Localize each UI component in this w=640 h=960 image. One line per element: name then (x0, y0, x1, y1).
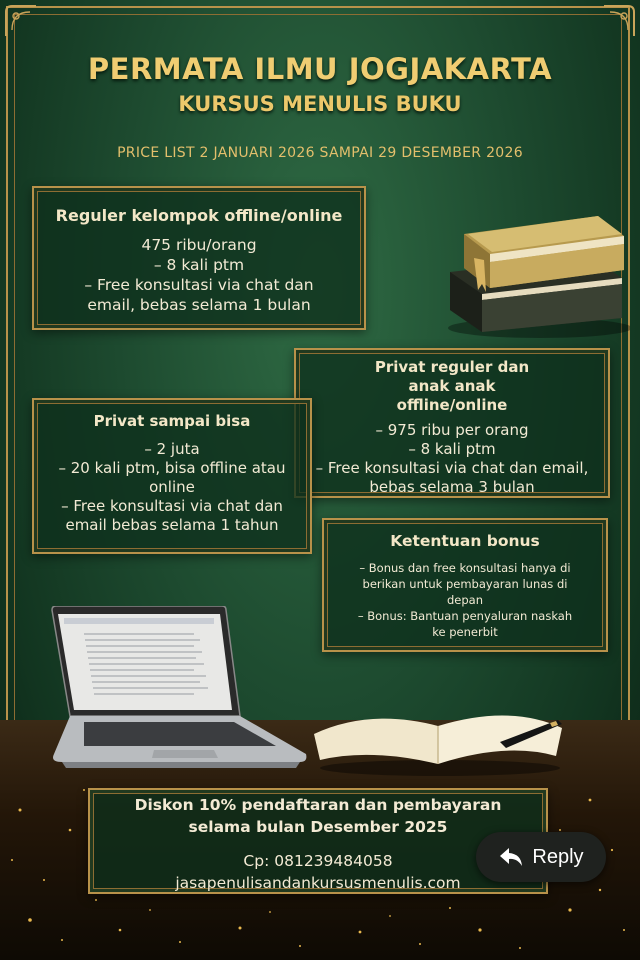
package-line: – Free konsultasi via chat dan (61, 497, 283, 515)
package-heading-line: offline/online (396, 396, 508, 414)
reply-arrow-icon (498, 846, 524, 868)
contact-phone: Cp: 081239484058 (243, 852, 393, 870)
bonus-heading: Ketentuan bonus (390, 532, 540, 550)
bonus-line: berikan untuk pembayaran lunas di (362, 577, 568, 591)
package-line: – 2 juta (144, 440, 200, 458)
package-line: – Free konsultasi via chat dan (84, 276, 314, 294)
ornament-icon (4, 4, 38, 38)
price-list-period: PRICE LIST 2 JANUARI 2026 SAMPAI 29 DESEMBER 2026 (117, 145, 523, 161)
package-heading-line: Privat reguler dan (374, 358, 530, 376)
bonus-card (322, 518, 608, 652)
package-line: 475 ribu/orang (141, 236, 257, 254)
package-line: – 975 ribu per orang (375, 421, 529, 439)
package-card-reguler (32, 186, 366, 330)
bonus-line: – Bonus dan free konsultasi hanya di (359, 561, 571, 575)
poster-subtitle: KURSUS MENULIS BUKU (178, 92, 462, 116)
package-card-privat-reguler (294, 348, 610, 498)
package-line: – 8 kali ptm (153, 256, 245, 274)
package-line: email bebas selama 1 tahun (65, 516, 279, 534)
package-line: online (149, 478, 195, 496)
package-line: – Free konsultasi via chat dan email, (315, 459, 589, 477)
reply-label: Reply (532, 845, 584, 868)
package-heading: Privat sampai bisa (93, 412, 251, 430)
package-line: bebas selama 3 bulan (369, 478, 535, 496)
laptop-illustration (44, 606, 314, 776)
bonus-line: depan (446, 593, 483, 607)
contact-card (88, 788, 548, 894)
package-heading: Reguler kelompok offline/online (55, 206, 343, 225)
bonus-line: – Bonus: Bantuan penyaluran naskah (357, 609, 573, 623)
package-line: – 8 kali ptm (408, 440, 496, 458)
bonus-line: ke penerbit (432, 625, 498, 639)
package-heading-line: anak anak (408, 377, 496, 395)
package-heading (296, 358, 608, 415)
discount-line: Diskon 10% pendaftaran dan pembayaran (134, 796, 502, 814)
ornament-icon (602, 4, 636, 38)
poster-title: PERMATA ILMU JOGJAKARTA (87, 52, 553, 86)
contact-website: jasapenulisandankursusmenulis.com (175, 874, 461, 892)
open-book-illustration (310, 698, 570, 778)
package-line: email, bebas selama 1 bulan (87, 296, 311, 314)
discount-line: selama bulan Desember 2025 (188, 818, 448, 836)
package-line: – 20 kali ptm, bisa offline atau (58, 459, 286, 477)
reply-button[interactable] (476, 832, 606, 882)
package-card-privat-sampai-bisa (32, 398, 312, 554)
books-illustration (440, 200, 630, 340)
